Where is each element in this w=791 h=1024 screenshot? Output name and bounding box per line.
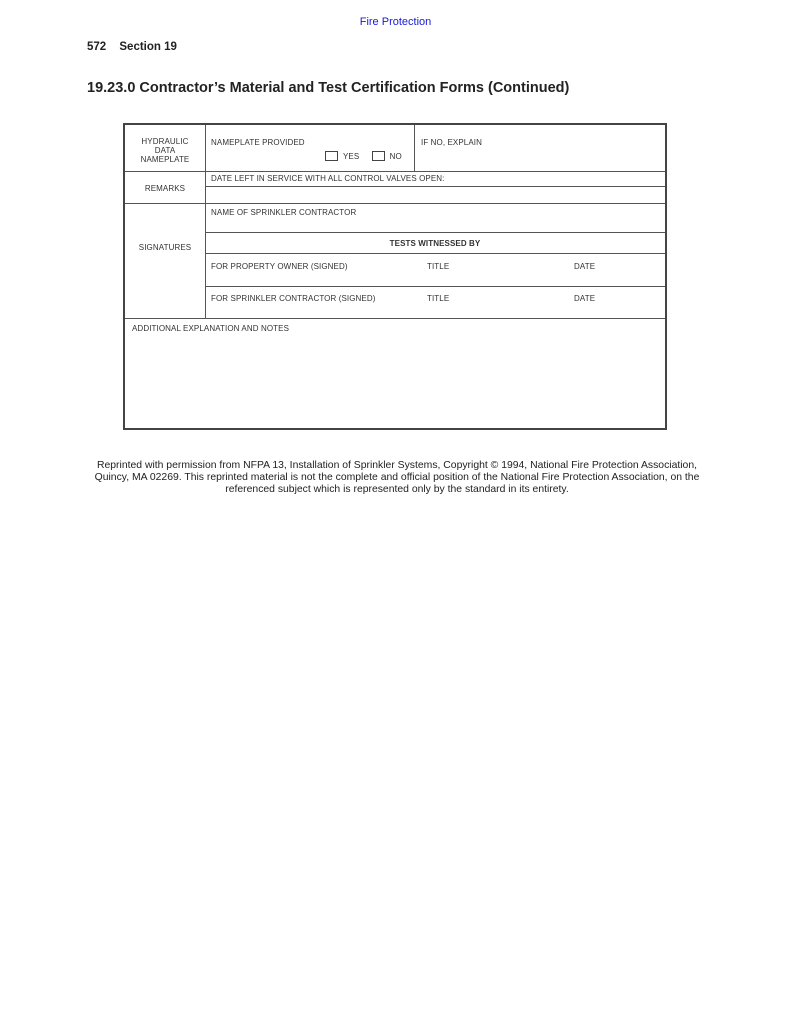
form-divider — [125, 203, 665, 204]
reprint-permission-caption: Reprinted with permission from NFPA 13, Installation of Sprinkler Systems, Copyright © 1994, National Fire Protection Association, Quincy, MA 02269. This reprinted material is not the complete and official position of the National Fire Protection Association, on the referenced subject which is represented only by the standard in its entirety. — [94, 460, 700, 495]
date-left-in-service-label: DATE LEFT IN SERVICE WITH ALL CONTROL VALVES OPEN: — [211, 174, 445, 183]
no-checkbox[interactable] — [372, 151, 385, 161]
sprinkler-contractor-name-label: NAME OF SPRINKLER CONTRACTOR — [211, 208, 357, 217]
contractor-title-label: TITLE — [427, 294, 450, 303]
signatures-label: SIGNATURES — [138, 243, 192, 252]
section-label: Section 19 — [119, 41, 177, 53]
no-label: NO — [389, 151, 402, 161]
property-owner-date-label: DATE — [574, 262, 596, 271]
page-number: 572 — [87, 41, 107, 53]
remarks-label: REMARKS — [144, 184, 186, 193]
hydraulic-label-line: DATA — [154, 146, 176, 155]
tests-witnessed-by-label: TESTS WITNESSED BY — [389, 239, 481, 248]
form-divider — [414, 125, 415, 171]
property-owner-signature-label: FOR PROPERTY OWNER (SIGNED) — [211, 262, 348, 271]
form-divider — [205, 232, 665, 233]
additional-notes-label: ADDITIONAL EXPLANATION AND NOTES — [132, 324, 290, 333]
nameplate-provided-options — [325, 151, 412, 161]
contractor-date-label: DATE — [574, 294, 596, 303]
page-header — [87, 41, 177, 53]
yes-checkbox[interactable] — [325, 151, 338, 161]
form-divider — [125, 318, 665, 319]
section-title: 19.23.0 Contractor’s Material and Test Certification Forms (Continued) — [87, 80, 570, 96]
form-divider — [205, 253, 665, 254]
certification-form — [123, 123, 667, 430]
if-no-explain-label: IF NO, EXPLAIN — [421, 138, 482, 147]
yes-label: YES — [343, 151, 360, 161]
form-divider — [125, 171, 665, 172]
hydraulic-label-line: HYDRAULIC — [141, 137, 189, 146]
hydraulic-data-nameplate-label — [125, 137, 205, 164]
form-divider — [205, 286, 665, 287]
form-divider — [205, 186, 665, 187]
form-divider — [205, 125, 206, 318]
property-owner-title-label: TITLE — [427, 262, 450, 271]
running-head-link[interactable]: Fire Protection — [359, 16, 432, 28]
hydraulic-label-line: NAMEPLATE — [140, 155, 190, 164]
contractor-signature-label: FOR SPRINKLER CONTRACTOR (SIGNED) — [211, 294, 376, 303]
nameplate-provided-label: NAMEPLATE PROVIDED — [211, 138, 305, 147]
